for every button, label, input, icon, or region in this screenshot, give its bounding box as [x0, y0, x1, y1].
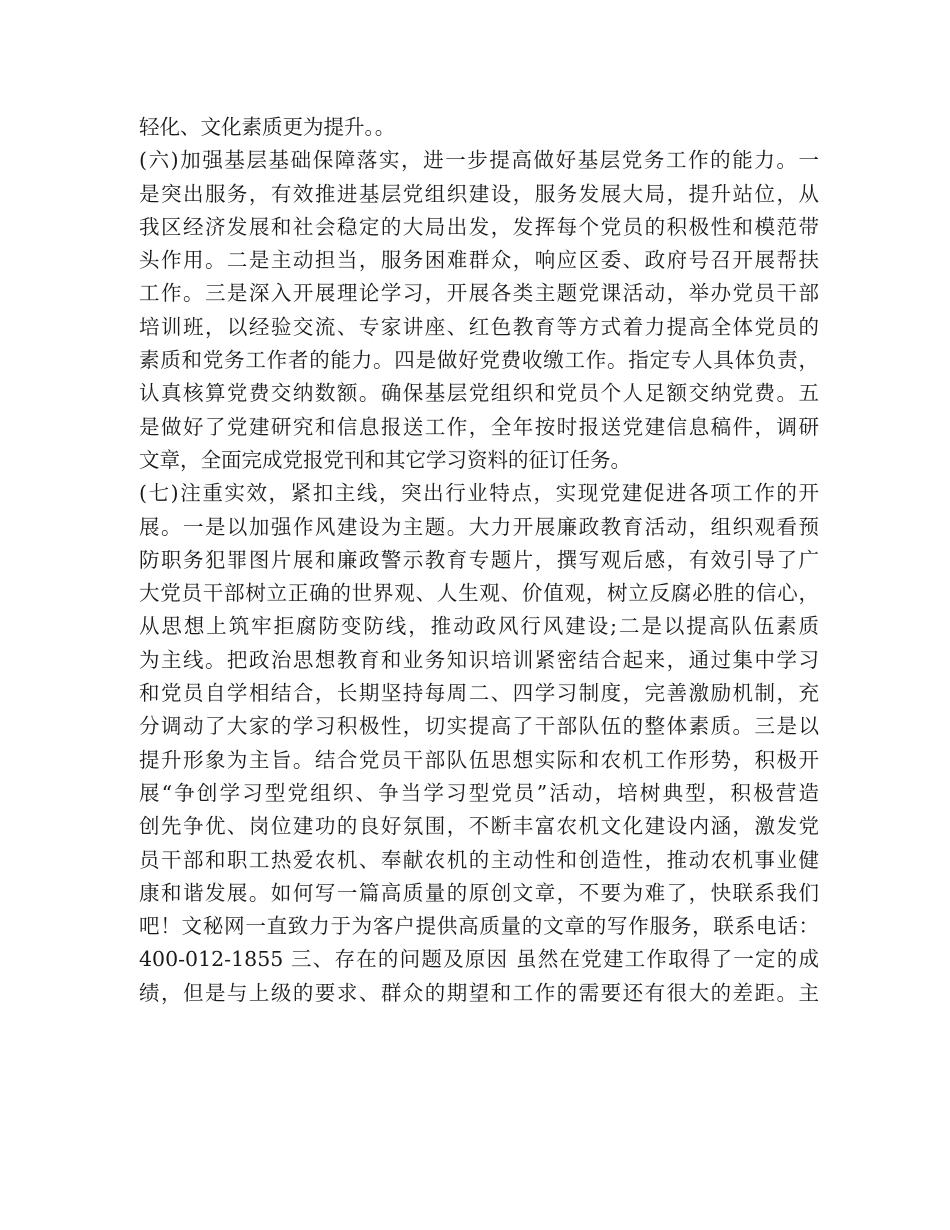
- text-line-24: 康和谐发展。如何写一篇高质量的原创文章，不要为难了，快联系我们: [139, 880, 819, 905]
- document-body: [139, 111, 819, 1010]
- text-line-10: 是做好了党建研究和信息报送工作，全年按时报送党建信息稿件，调研: [139, 414, 819, 439]
- text-line-1: 轻化、文化素质更为提升。。: [139, 115, 396, 139]
- text-line-15: 大党员干部树立正确的世界观、人生观、价值观，树立反腐必胜的信心，: [139, 581, 819, 606]
- text-line-12: (七)注重实效，紧扣主线，突出行业特点，实现党建促进各项工作的开: [139, 481, 819, 506]
- text-line-21: 展“争创学习型党组织、争当学习型党员”活动，培树典型，积极营造: [139, 780, 819, 805]
- text-line-9: 认真核算党费交纳数额。确保基层党组织和党员个人足额交纳党费。五: [139, 381, 819, 406]
- text-line-14: 防职务犯罪图片展和廉政警示教育专题片，撰写观后感，有效引导了广: [139, 547, 819, 572]
- text-line-27: 绩，但是与上级的要求、群众的期望和工作的需要还有很大的差距。主: [139, 980, 819, 1005]
- text-line-25: 吧！文秘网一直致力于为客户提供高质量的文章的写作服务，联系电话：: [139, 914, 819, 939]
- text-line-6: 工作。三是深入开展理论学习，开展各类主题党课活动，举办党员干部: [139, 281, 819, 306]
- text-line-22: 创先争优、岗位建功的良好氛围，不断丰富农机文化建设内涵，激发党: [139, 814, 819, 839]
- text-line-13: 展。一是以加强作风建设为主题。大力开展廉政教育活动，组织观看预: [139, 514, 819, 539]
- text-line-5: 头作用。二是主动担当，服务困难群众，响应区委、政府号召开展帮扶: [139, 248, 819, 273]
- text-line-26: 400-012-1855 三、存在的问题及原因 虽然在党建工作取得了一定的成: [139, 947, 819, 972]
- text-line-17: 为主线。把政治思想教育和业务知识培训紧密结合起来，通过集中学习: [139, 647, 819, 672]
- text-line-18: 和党员自学相结合，长期坚持每周二、四学习制度，完善激励机制，充: [139, 681, 819, 706]
- text-line-2: (六)加强基层基础保障落实，进一步提高做好基层党务工作的能力。一: [139, 148, 819, 173]
- text-line-11: 文章，全面完成党报党刊和其它学习资料的征订任务。: [139, 447, 631, 472]
- text-line-7: 培训班，以经验交流、专家讲座、红色教育等方式着力提高全体党员的: [139, 314, 819, 339]
- text-line-3: 是突出服务，有效推进基层党组织建设，服务发展大局，提升站位，从: [139, 181, 819, 206]
- text-line-19: 分调动了大家的学习积极性，切实提高了干部队伍的整体素质。三是以: [139, 714, 819, 739]
- text-line-23: 员干部和职工热爱农机、奉献农机的主动性和创造性，推动农机事业健: [139, 847, 819, 872]
- text-line-8: 素质和党务工作者的能力。四是做好党费收缴工作。指定专人具体负责，: [139, 348, 819, 373]
- text-line-4: 我区经济发展和社会稳定的大局出发，发挥每个党员的积极性和模范带: [139, 214, 819, 239]
- text-line-16: 从思想上筑牢拒腐防变防线，推动政风行风建设;二是以提高队伍素质: [139, 614, 819, 639]
- text-line-20: 提升形象为主旨。结合党员干部队伍思想实际和农机工作形势，积极开: [139, 747, 819, 772]
